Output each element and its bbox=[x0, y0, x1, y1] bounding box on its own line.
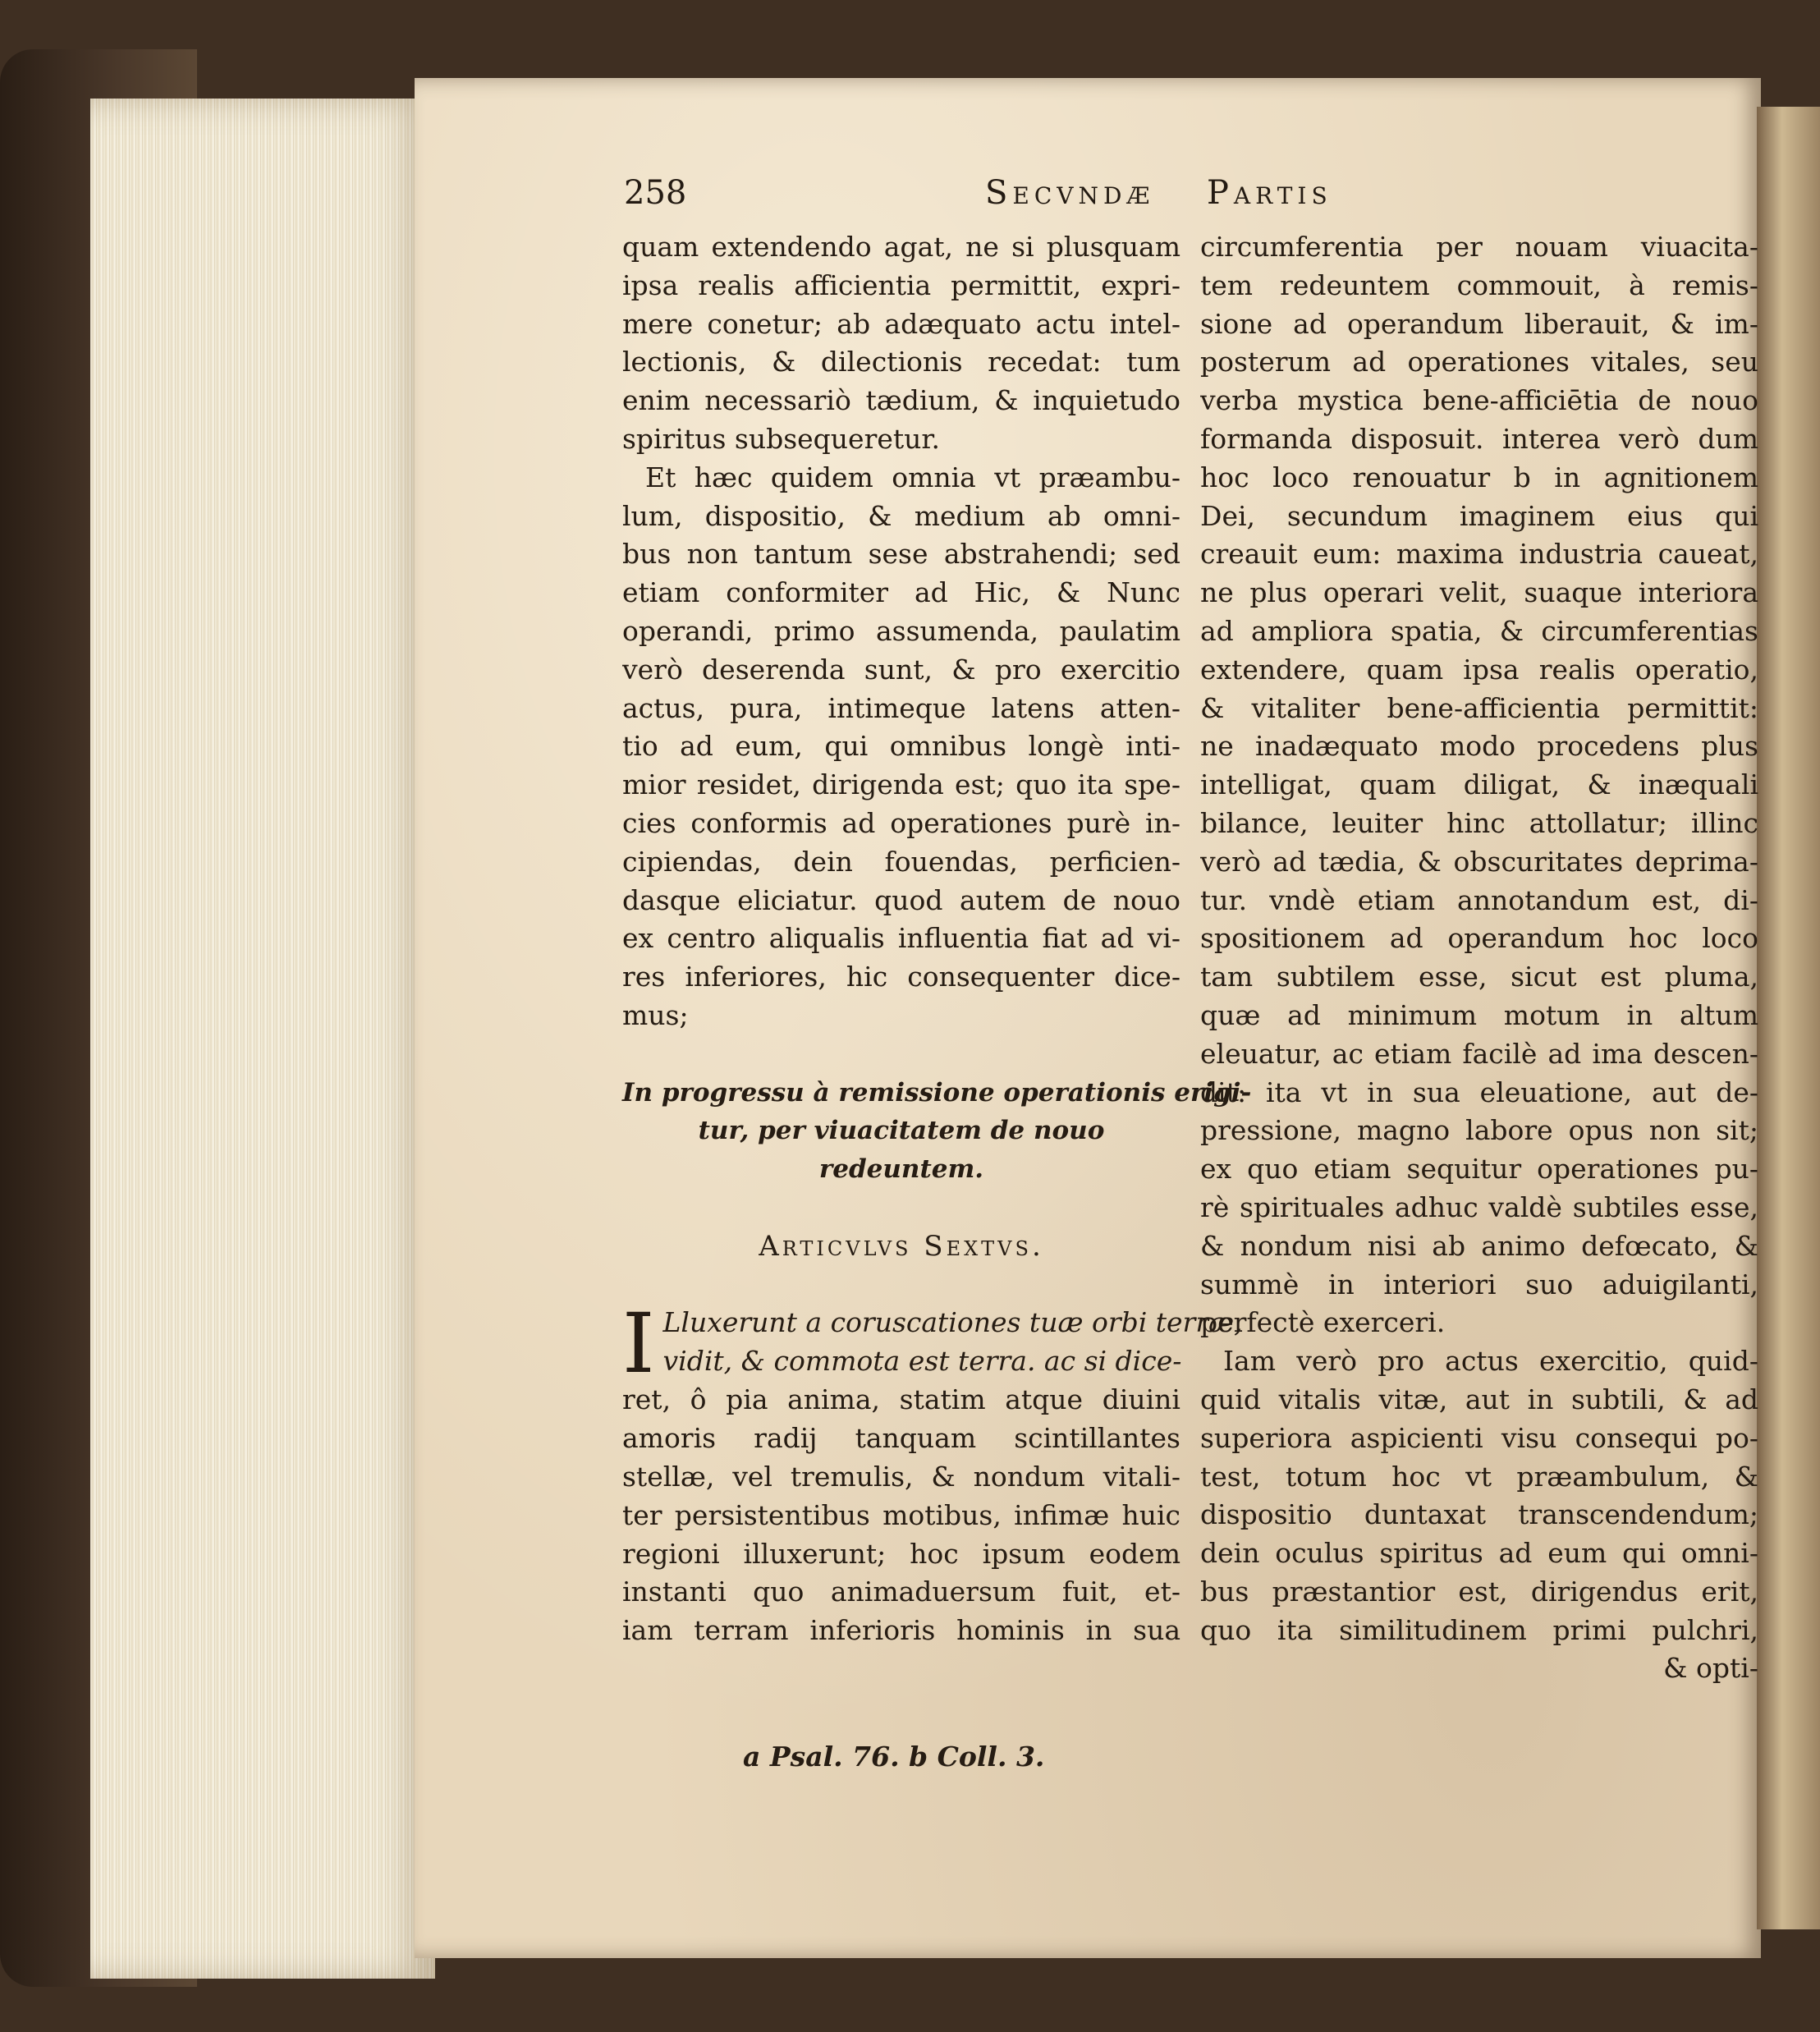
text-line: summè in interiori suo aduigilanti, bbox=[1200, 1268, 1758, 1300]
catchword: & opti- bbox=[1663, 1652, 1758, 1685]
right-column bbox=[1200, 228, 1758, 1688]
text-line: Lluxerunt a coruscationes tuæ orbi terræ, bbox=[662, 1306, 1243, 1339]
text-line: quæ ad minimum motum in altum bbox=[1200, 998, 1758, 1031]
text-line: verò deserenda sunt, & pro exercitio bbox=[622, 653, 1180, 686]
text-line: circumferentia per nouam viuacita- bbox=[1200, 231, 1758, 263]
page-header bbox=[624, 174, 1691, 223]
text-line: extendere, quam ipsa realis operatio, bbox=[1200, 653, 1758, 686]
spacer bbox=[622, 1189, 1180, 1227]
text-line: verò ad tædia, & obscuritates deprima- bbox=[1200, 845, 1758, 878]
text-line: creauit eum: maxima industria caueat, bbox=[1200, 538, 1758, 571]
text-line: dit: ita vt in sua eleuatione, aut de- bbox=[1200, 1076, 1758, 1108]
text-line: tio ad eum, qui omnibus longè inti- bbox=[622, 730, 1180, 763]
text-line: vidit, & commota est terra. ac si dice- bbox=[662, 1345, 1182, 1378]
text-line: verba mystica bene-afficiētia de nouo bbox=[1200, 384, 1758, 417]
text-line: superiora aspicienti visu consequi po- bbox=[1200, 1421, 1758, 1454]
text-line: quo ita similitudinem primi pulchri, bbox=[1200, 1613, 1758, 1646]
text-line: amoris radij tanquam scintillantes bbox=[622, 1422, 1180, 1455]
text-line: lum, dispositio, & medium ab omni- bbox=[622, 499, 1180, 532]
left-paragraph-3 bbox=[622, 1296, 1243, 1650]
text-line: hoc loco renouatur b in agnitionem bbox=[1200, 461, 1758, 493]
text-line: mere conetur; ab adæquato actu intel- bbox=[622, 307, 1180, 340]
text-line: Et hæc quidem omnia vt præambu- bbox=[645, 461, 1180, 493]
text-line: Dei, secundum imaginem eius qui bbox=[1200, 499, 1758, 532]
running-head-right: Partis bbox=[1207, 174, 1332, 212]
text-line: ex quo etiam sequitur operationes pu- bbox=[1200, 1153, 1758, 1186]
text-line: cipiendas, dein fouendas, perficien- bbox=[622, 845, 1180, 878]
text-line: tem redeuntem commouit, à remis- bbox=[1200, 268, 1758, 301]
text-line: ad ampliora spatia, & circumferentias bbox=[1200, 614, 1758, 647]
page-number: 258 bbox=[624, 174, 687, 212]
text-line: test, totum hoc vt præambulum, & bbox=[1200, 1460, 1758, 1493]
left-paragraph-2 bbox=[622, 459, 1180, 1035]
right-paragraph-1 bbox=[1200, 228, 1758, 1342]
text-line: bilance, leuiter hinc attollatur; illinc bbox=[1200, 806, 1758, 839]
article-title: Articvlvs Sextvs. bbox=[759, 1229, 1044, 1263]
text-line: eleuatur, ac etiam facilè ad ima descen- bbox=[1200, 1037, 1758, 1070]
text-line: pressione, magno labore opus non sit; bbox=[1200, 1114, 1758, 1147]
text-line: quid vitalis vitæ, aut in subtili, & ad bbox=[1200, 1383, 1758, 1415]
text-line: res inferiores, hic consequenter dice- bbox=[622, 961, 1180, 993]
text-line: dein oculus spiritus ad eum qui omni- bbox=[1200, 1537, 1758, 1570]
footnote-references: a Psal. 76. b Coll. 3. bbox=[743, 1741, 1045, 1773]
text-line: quam extendendo agat, ne si plusquam bbox=[622, 231, 1180, 263]
text-line: ex centro aliqualis influentia fiat ad vi- bbox=[622, 922, 1180, 955]
heading-line: tur, per viuacitatem de nouo bbox=[698, 1116, 1105, 1146]
text-line: cies conformis ad operationes purè in- bbox=[622, 806, 1180, 839]
text-line: rè spirituales adhuc valdè subtiles esse, bbox=[1200, 1190, 1758, 1223]
text-line: spiritus subsequeretur. bbox=[622, 422, 941, 455]
heading-line: redeuntem. bbox=[818, 1154, 984, 1185]
text-line: ne plus operari velit, suaque interiora bbox=[1200, 576, 1758, 609]
section-heading bbox=[622, 1074, 1252, 1189]
text-line: bus non tantum sese abstrahendi; sed bbox=[622, 538, 1180, 571]
spacer bbox=[622, 1266, 1180, 1305]
text-line: tur. vndè etiam annotandum est, di- bbox=[1200, 883, 1758, 916]
left-paragraph-1 bbox=[622, 228, 1180, 459]
text-line: enim necessariò tædium, & inquietudo bbox=[622, 384, 1180, 417]
text-line: regioni illuxerunt; hoc ipsum eodem bbox=[622, 1537, 1180, 1570]
text-line: mior residet, dirigenda est; quo ita spe- bbox=[622, 768, 1180, 801]
text-line: ne inadæquato modo procedens plus bbox=[1200, 730, 1758, 763]
text-line: mus; bbox=[622, 998, 689, 1031]
text-line: posterum ad operationes vitales, seu bbox=[1200, 346, 1758, 378]
text-line: etiam conformiter ad Hic, & Nunc bbox=[622, 576, 1180, 609]
text-line: dasque eliciatur. quod autem de nouo bbox=[622, 883, 1180, 916]
text-line: actus, pura, intimeque latens atten- bbox=[622, 691, 1180, 724]
text-line: spositionem ad operandum hoc loco bbox=[1200, 922, 1758, 955]
right-paragraph-2 bbox=[1200, 1342, 1758, 1688]
text-line: stellæ, vel tremulis, & nondum vitali- bbox=[622, 1460, 1180, 1493]
heading-line: In progressu à remissione operationis erigi- bbox=[622, 1077, 1252, 1108]
text-line: & nondum nisi ab animo defœcato, & bbox=[1200, 1229, 1758, 1262]
text-line: perfectè exerceri. bbox=[1200, 1306, 1446, 1339]
text-line: tam subtilem esse, sicut est pluma, bbox=[1200, 961, 1758, 993]
spacer bbox=[622, 1035, 1180, 1074]
drop-cap: I bbox=[622, 1296, 655, 1392]
text-line: ter persistentibus motibus, infimæ huic bbox=[622, 1498, 1180, 1531]
text-line: operandi, primo assumenda, paulatim bbox=[622, 614, 1180, 647]
text-line: Iam verò pro actus exercitio, quid- bbox=[1223, 1345, 1758, 1378]
text-line: intelligat, quam diligat, & inæquali bbox=[1200, 768, 1758, 801]
text-line: & vitaliter bene-afficientia permittit: bbox=[1200, 691, 1758, 724]
facing-page-edge bbox=[1757, 107, 1820, 1929]
text-line: lectionis, & dilectionis recedat: tum bbox=[622, 346, 1180, 378]
text-line: formanda disposuit. interea verò dum bbox=[1200, 422, 1758, 455]
text-line: sione ad operandum liberauit, & im- bbox=[1200, 307, 1758, 340]
text-line: bus præstantior est, dirigendus erit, bbox=[1200, 1575, 1758, 1608]
text-line: ipsa realis afficientia permittit, expri- bbox=[622, 268, 1180, 301]
text-line: instanti quo animaduersum fuit, et- bbox=[622, 1576, 1180, 1608]
running-head-left: Secvndæ bbox=[985, 174, 1155, 212]
text-line: dispositio duntaxat transcendendum; bbox=[1200, 1498, 1758, 1531]
page-block-edges bbox=[90, 99, 435, 1979]
text-line: ret, ô pia anima, statim atque diuini bbox=[622, 1383, 1180, 1416]
text-line: iam terram inferioris hominis in sua bbox=[622, 1614, 1180, 1647]
left-column bbox=[622, 228, 1252, 1650]
